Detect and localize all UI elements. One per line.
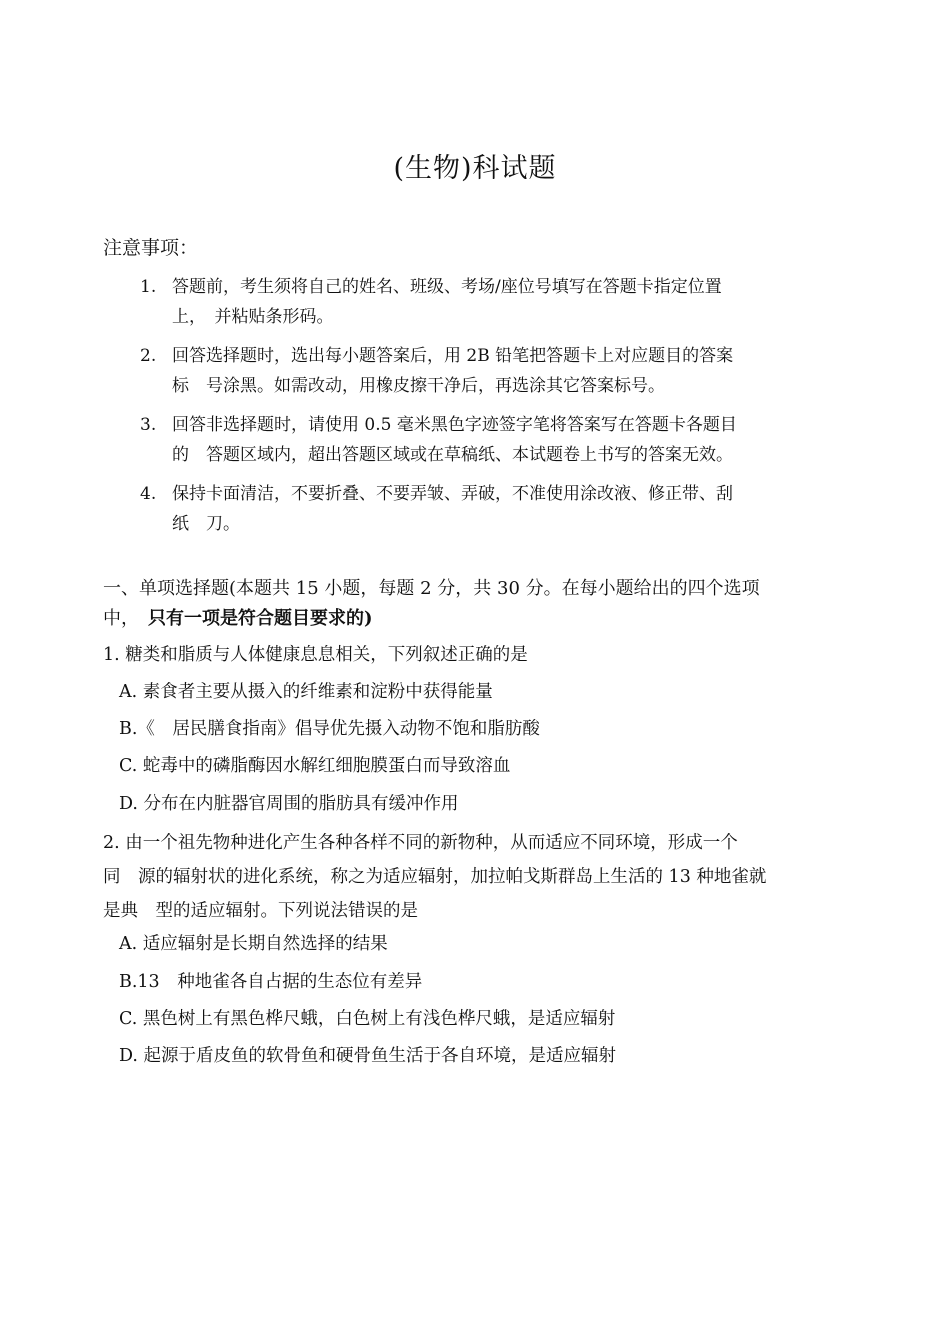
section-heading xyxy=(103,574,843,634)
notice-item-line: 保持卡面清洁，不要折叠、不要弄皱、弄破，不准使用涂改液、修正带、刮 xyxy=(172,484,733,504)
notice-item xyxy=(140,272,830,332)
section-heading-prefix: 中， xyxy=(103,608,148,629)
option-a: A. 适应辐射是长期自然选择的结果 xyxy=(119,934,388,954)
notice-item-line: 标 号涂黑。如需改动，用橡皮擦干净后，再选涂其它答案标号。 xyxy=(172,376,665,396)
notice-item-number: 3. xyxy=(140,415,157,435)
section-heading-emphasis: 只有一项是符合题目要求的) xyxy=(148,608,373,629)
notice-heading: 注意事项： xyxy=(103,237,199,259)
option-b: B.《 居民膳食指南》倡导优先摄入动物不饱和脂肪酸 xyxy=(119,719,540,739)
notice-item-number: 4. xyxy=(140,484,157,504)
notice-item-line: 纸 刀。 xyxy=(172,514,240,534)
notice-item-line: 回答非选择题时，请使用 0.5 毫米黑色字迹签字笔将答案写在答题卡各题目 xyxy=(172,415,737,435)
question-stem-line: 同 源的辐射状的进化系统，称之为适应辐射，加拉帕戈斯群岛上生活的 13 种地雀就 xyxy=(103,867,767,887)
notice-item-number: 2. xyxy=(140,346,157,366)
notice-item xyxy=(140,479,830,539)
option-d: D. 起源于盾皮鱼的软骨鱼和硬骨鱼生活于各自环境，是适应辐射 xyxy=(119,1046,617,1066)
notice-item-line: 上， 并粘贴条形码。 xyxy=(172,307,334,327)
question-stem-line: 2. 由一个祖先物种进化产生各种各样不同的新物种，从而适应不同环境，形成一个 xyxy=(103,833,738,853)
option-a: A. 素食者主要从摄入的纤维素和淀粉中获得能量 xyxy=(119,682,493,702)
option-c: C. 蛇毒中的磷脂酶因水解红细胞膜蛋白而导致溶血 xyxy=(119,756,511,776)
question-stem-line: 1. 糖类和脂质与人体健康息息相关，下列叙述正确的是 xyxy=(103,645,528,665)
option-c: C. 黑色树上有黑色桦尺蛾，白色树上有浅色桦尺蛾，是适应辐射 xyxy=(119,1009,616,1029)
notice-item-number: 1. xyxy=(140,277,157,297)
notice-item-line: 答题前，考生须将自己的姓名、班级、考场/座位号填写在答题卡指定位置 xyxy=(172,277,722,297)
section-heading-line: 一、单项选择题(本题共 15 小题，每题 2 分，共 30 分。在每小题给出的四个选项 xyxy=(103,578,760,599)
option-d: D. 分布在内脏器官周围的脂肪具有缓冲作用 xyxy=(119,794,459,814)
option-b: B.13 种地雀各自占据的生态位有差异 xyxy=(119,972,423,992)
notice-item xyxy=(140,410,830,470)
section-heading-line xyxy=(103,604,843,634)
notice-item-line: 回答选择题时，选出每小题答案后，用 2B 铅笔把答题卡上对应题目的答案 xyxy=(172,346,734,366)
notice-item-line: 的 答题区域内，超出答题区域或在草稿纸、本试题卷上书写的答案无效。 xyxy=(172,445,733,465)
question-stem xyxy=(103,638,848,672)
notice-item xyxy=(140,341,830,401)
page-title: (生物)科试题 xyxy=(393,153,557,184)
question-stem-line: 是典 型的适应辐射。下列说法错误的是 xyxy=(103,901,418,921)
question-stem xyxy=(103,826,848,928)
